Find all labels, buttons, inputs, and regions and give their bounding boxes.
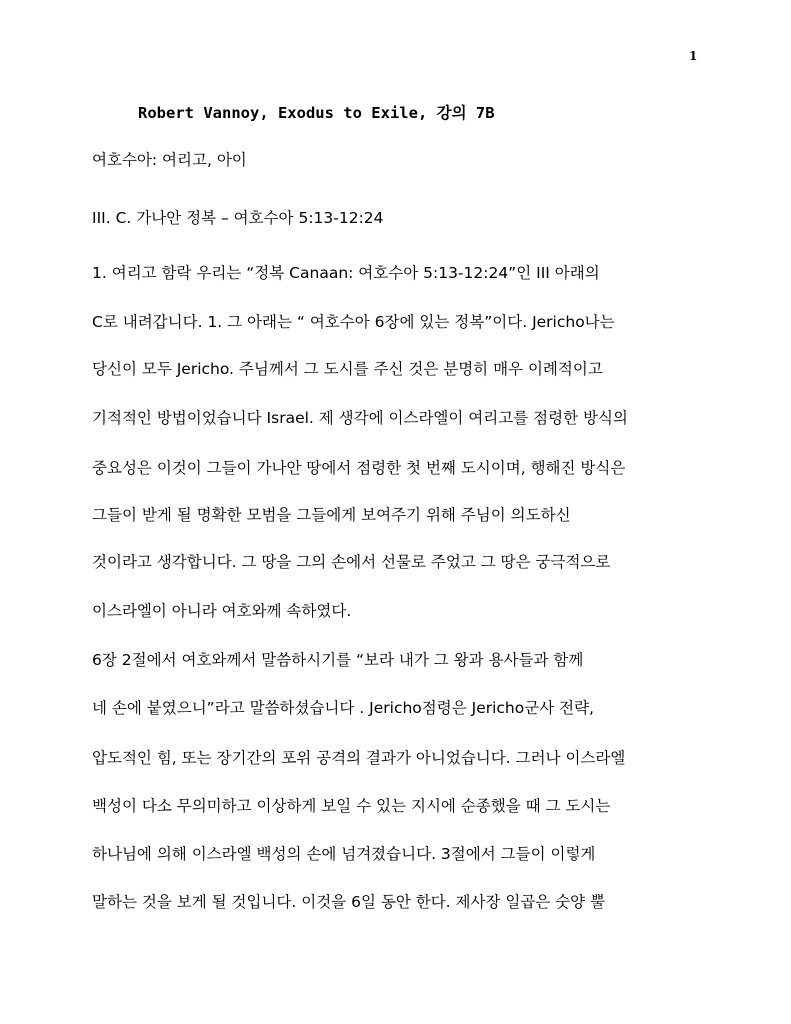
document-subtitle: 여호수아: 여리고, 아이 xyxy=(92,151,247,169)
section-heading: III. C. 가나안 정복 – 여호수아 5:13-12:24 xyxy=(92,209,384,227)
paragraph-line: 그들이 받게 될 명확한 모범을 그들에게 보여주기 위해 주님이 의도하신 xyxy=(92,506,571,524)
paragraph-line: 말하는 것을 보게 될 것입니다. 이것을 6일 동안 한다. 제사장 일곱은 숫양 뿔 xyxy=(92,893,606,911)
paragraph-line: 중요성은 이것이 그들이 가나안 땅에서 점령한 첫 번째 도시이며, 행해진 방식은 xyxy=(92,459,626,477)
document-title: Robert Vannoy, Exodus to Exile, 강의 7B xyxy=(138,104,495,122)
paragraph-line: 것이라고 생각합니다. 그 땅을 그의 손에서 선물로 주었고 그 땅은 궁극적으로 xyxy=(92,553,611,571)
paragraph-line: 하나님에 의해 이스라엘 백성의 손에 넘겨졌습니다. 3절에서 그들이 이렇게 xyxy=(92,845,596,863)
paragraph-line: 백성이 다소 무의미하고 이상하게 보일 수 있는 지시에 순종했을 때 그 도시는 xyxy=(92,797,611,815)
paragraph-line: C로 내려갑니다. 1. 그 아래는 “ 여호수아 6장에 있는 정복”이다. Jericho나는 xyxy=(92,313,615,331)
paragraph-line: 기적적인 방법이었습니다 Israel. 제 생각에 이스라엘이 여리고를 점령한 방식의 xyxy=(92,409,628,427)
paragraph-line: 당신이 모두 Jericho. 주님께서 그 도시를 주신 것은 분명히 매우 이례적이고 xyxy=(92,360,603,378)
paragraph-line: 6장 2절에서 여호와께서 말씀하시기를 “보라 내가 그 왕과 용사들과 함께 xyxy=(92,651,584,669)
paragraph-line: 1. 여리고 함락 우리는 “정복 Canaan: 여호수아 5:13-12:24”인 III 아래의 xyxy=(92,264,600,282)
page-number: 1 xyxy=(689,49,698,63)
paragraph-line: 압도적인 힘, 또는 장기간의 포위 공격의 결과가 아니었습니다. 그러나 이스라엘 xyxy=(92,749,626,767)
paragraph-line: 네 손에 붙였으니”라고 말씀하셨습니다 . Jericho점령은 Jericho군사 전략, xyxy=(92,699,594,717)
paragraph-line: 이스라엘이 아니라 여호와께 속하였다. xyxy=(92,602,352,620)
